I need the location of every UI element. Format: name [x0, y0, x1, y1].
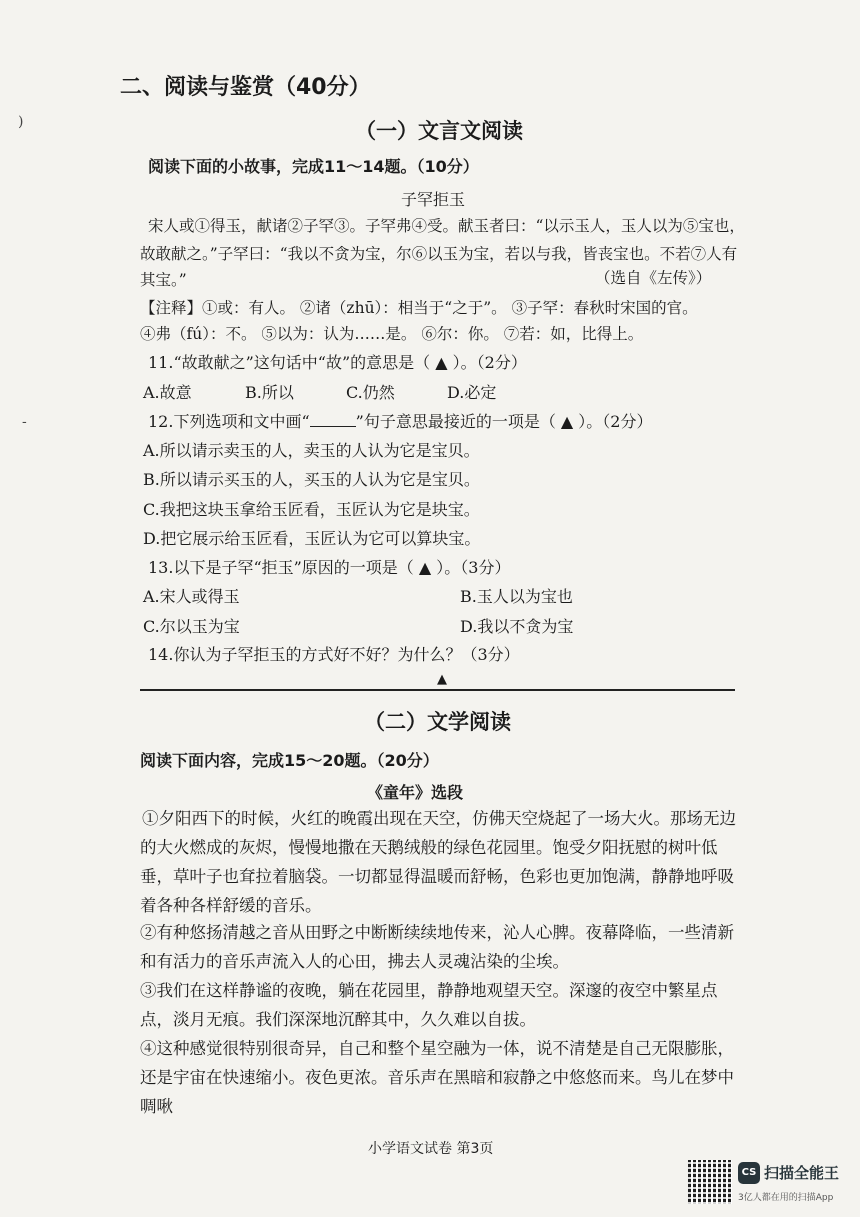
- page-footer: 小学语文试卷 第3页: [368, 1141, 494, 1157]
- notes-line-2: ④弗（fú）：不。 ⑤以为：认为……是。 ⑥尔：你。 ⑦若：如，比得上。: [140, 325, 644, 343]
- part2-instruction: 阅读下面内容，完成15～20题。（20分）: [140, 751, 439, 770]
- q14-stem: 14.你认为子罕拒玉的方式好不好？为什么？（3分）: [148, 645, 520, 664]
- q11-option-c: C.仍然: [346, 383, 395, 402]
- qr-code-icon: [688, 1160, 732, 1204]
- scanner-app-name: 扫描全能王: [764, 1164, 840, 1182]
- q11-option-b: B.所以: [245, 383, 294, 402]
- q12-option-c: C.我把这块玉拿给玉匠看，玉匠认为它是块宝。: [143, 500, 480, 519]
- paragraph-4: ④这种感觉很特别很奇异，自己和整个星空融为一体，说不清楚是自己无限膨胀，还是宇宙在快速缩小。夜色更浓。音乐声在黑暗和寂静之中悠悠而来。鸟儿在梦中啁啾: [140, 1039, 734, 1116]
- margin-mark: ): [18, 114, 24, 130]
- camscanner-logo-icon: CS: [738, 1162, 760, 1184]
- paragraph-2: ②有种悠扬清越之音从田野之中断断续续地传来，沁人心脾。夜幕降临，一些清新和有活力的音乐声流入人的心田，拂去人灵魂沾染的尘埃。: [140, 923, 734, 971]
- paragraph-1: ①夕阳西下的时候，火红的晚霞出现在天空，仿佛天空烧起了一场大火。那场无边的大火燃成的灰烬，慢慢地撒在天鹅绒般的绿色花园里。饱受夕阳抚慰的树叶低垂，草叶子也耷拉着脑袋。一切都显得温暖而舒畅，色彩也更加饱满，静静地呼吸着各种各样舒缓的音乐。: [140, 809, 736, 915]
- part1-instruction: 阅读下面的小故事，完成11～14题。（10分）: [148, 157, 479, 176]
- section-title: 二、阅读与鉴赏（40分）: [120, 75, 371, 100]
- answer-mark-icon: ▲: [437, 672, 447, 687]
- q12-option-d: D.把它展示给玉匠看，玉匠认为它可以算块宝。: [143, 529, 481, 548]
- q13-option-c: C.尔以玉为宝: [143, 617, 240, 636]
- q11-option-d: D.必定: [447, 383, 497, 402]
- answer-line: [140, 689, 735, 691]
- ancient-line-1: 宋人或①得玉，献诸②子罕③。子罕弗④受。献玉者曰：“以示玉人，玉人以为⑤宝也，: [148, 217, 745, 235]
- q11-stem: 11.“故敢献之”这句话中“故”的意思是（ ▲ ）。（2分）: [148, 353, 527, 372]
- part2-title: （二）文学阅读: [364, 710, 511, 734]
- q12-option-b: B.所以请示买玉的人，买玉的人认为它是宝贝。: [143, 470, 480, 489]
- ancient-line-2: 故敢献之。”子罕曰：“我以不贪为宝，尔⑥以玉为宝，若以与我，皆丧宝也。不若⑦人有: [140, 245, 738, 263]
- ancient-line-3: 其宝。”: [140, 271, 187, 289]
- story-title: 子罕拒玉: [401, 190, 466, 209]
- underline-blank: [310, 412, 356, 427]
- scanner-tagline: 3亿人都在用的扫描App: [738, 1193, 834, 1203]
- paragraph-3: ③我们在这样静谧的夜晚，躺在花园里，静静地观望天空。深邃的夜空中繁星点点，淡月无痕。我们深深地沉醉其中，久久难以自拔。: [140, 981, 718, 1029]
- q13-stem: 13.以下是子罕“拒玉”原因的一项是（ ▲ ）。（3分）: [148, 558, 511, 577]
- source-note: （选自《左传》）: [595, 269, 712, 287]
- part2-story-title: 《童年》选段: [367, 783, 464, 802]
- q11-option-a: A.故意: [143, 383, 192, 402]
- q12-stem: 12.下列选项和文中画“ ”句子意思最接近的一项是（ ▲ ）。（2分）: [148, 412, 653, 431]
- notes-line-1: 【注释】①或：有人。 ②诸（zhū）：相当于“之于”。 ③子罕：春秋时宋国的官。: [140, 299, 698, 317]
- q13-option-d: D.我以不贪为宝: [460, 617, 574, 636]
- part1-title: （一）文言文阅读: [355, 119, 523, 143]
- q13-option-b: B.玉人以为宝也: [460, 587, 573, 606]
- q12-option-a: A.所以请示卖玉的人，卖玉的人认为它是宝贝。: [143, 441, 480, 460]
- q13-option-a: A.宋人或得玉: [143, 587, 240, 606]
- margin-mark: -: [22, 414, 27, 430]
